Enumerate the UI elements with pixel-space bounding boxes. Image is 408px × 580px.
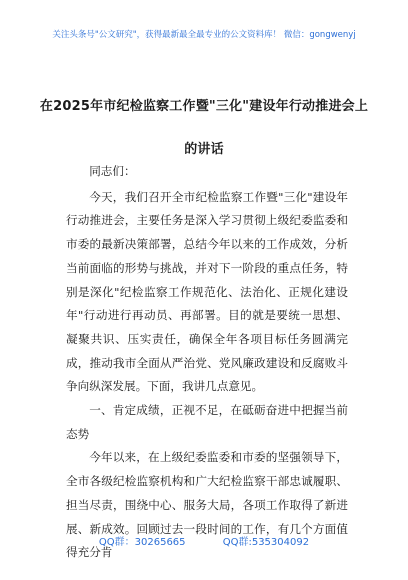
section-heading-1: 一、肯定成绩，正视不足，在砥砺奋进中把握当前态势 — [66, 403, 348, 441]
document-title — [34, 95, 374, 157]
title-line-1: 在2025年市纪检监察工作暨"三化"建设年行动推进会上 — [39, 99, 369, 114]
salutation: 同志们： — [89, 164, 136, 178]
footer-qq-group-2: QQ群:535304092 — [222, 537, 310, 548]
paragraph-2: 今年以来，在上级纪委监委和市委的坚强领导下，全市各级纪检监察机构和广大纪检监察干部忠诚履职、担当尽责，围绕中心、服务大局，各项工作取得了新进展、新成效。回顾过去一段时间的工作，有几个方面值得充分肯 — [66, 450, 348, 560]
header-note: 关注头条号"公文研究"，获得最新最全最专业的公文资料库！ 微信：gongwenyj — [52, 30, 356, 40]
footer — [0, 533, 408, 548]
footer-qq-group-1: QQ群：30265665 — [98, 537, 186, 548]
title-line-2: 的讲话 — [184, 142, 224, 157]
paragraph-1: 今天，我们召开全市纪检监察工作暨"三化"建设年行动推进会，主要任务是深入学习贯彻上级纪委监委和市委的最新决策部署，总结今年以来的工作成效，分析当前面临的形势与挑战，并对下一阶段的重点任务，特别是深化"纪检监察工作规范化、法治化、正规化建设年"行动进行再动员、再部署。目的就是要统一思想、凝聚共识、压实责任，确保全年各项目标任务圆满完成，推动我市全面从严治党、党风廉政建设和反腐败斗争向纵深发展。下面，我讲几点意见。 — [66, 189, 348, 394]
document-body — [66, 160, 348, 565]
